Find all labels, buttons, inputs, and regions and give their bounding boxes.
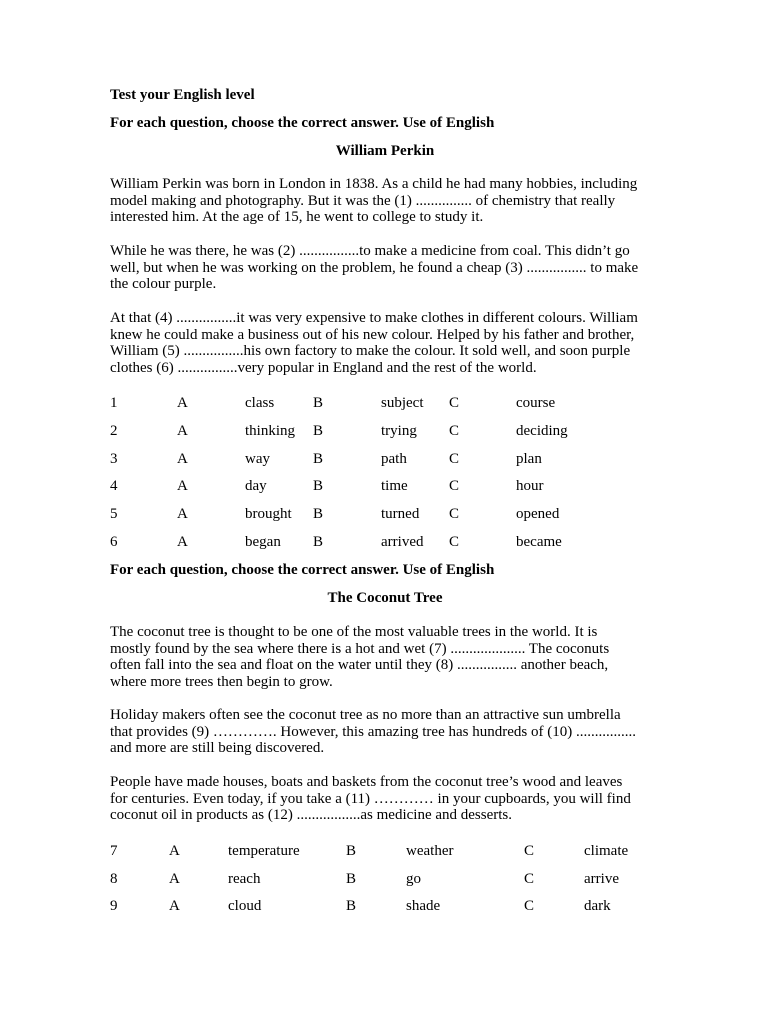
- text-line: coconut oil in products as (12) .................as medicine and desserts.: [110, 807, 512, 824]
- text-line: often fall into the sea and float on the water until they (8) ................ another beach,: [110, 657, 609, 674]
- option-a-word: cloud: [228, 898, 262, 914]
- option-a-letter: A: [169, 898, 180, 914]
- option-a-word: way: [245, 451, 270, 467]
- section2-paragraph-1: [110, 624, 662, 691]
- text-line: People have made houses, boats and baskets from the coconut tree’s wood and leaves: [110, 774, 623, 790]
- option-b-word: subject: [381, 395, 424, 411]
- option-b-word: time: [381, 478, 408, 494]
- text-line: model making and photography. But it was the (1) ............... of chemistry that really: [110, 192, 616, 209]
- option-c-letter: C: [524, 898, 535, 914]
- option-b-letter: B: [346, 843, 357, 859]
- option-c-word: deciding: [516, 423, 568, 439]
- option-c-word: opened: [516, 506, 560, 522]
- option-b-word: path: [381, 451, 407, 467]
- section1-instruction: For each question, choose the correct answer. Use of English: [110, 115, 495, 131]
- option-c-word: hour: [516, 478, 544, 494]
- option-b-word: go: [406, 871, 421, 887]
- question-number: 8: [110, 871, 118, 887]
- option-a-word: class: [245, 395, 275, 411]
- page-heading: Test your English level: [110, 87, 255, 103]
- section2-paragraph-3: [110, 774, 662, 824]
- section1-paragraph-3: [110, 310, 662, 377]
- question-row: [110, 898, 670, 916]
- option-a-letter: A: [169, 843, 180, 859]
- question-row: [110, 871, 670, 889]
- question-row: [110, 451, 670, 469]
- option-a-letter: A: [177, 395, 188, 411]
- option-b-word: weather: [406, 843, 454, 859]
- section2-instruction: For each question, choose the correct answer. Use of English: [110, 562, 495, 578]
- option-b-letter: B: [313, 534, 324, 550]
- option-b-word: turned: [381, 506, 420, 522]
- option-b-letter: B: [313, 506, 324, 522]
- option-b-word: arrived: [381, 534, 424, 550]
- option-c-letter: C: [449, 423, 460, 439]
- option-a-word: temperature: [228, 843, 300, 859]
- option-c-letter: C: [449, 451, 460, 467]
- question-number: 4: [110, 478, 118, 494]
- option-c-word: arrive: [584, 871, 619, 887]
- option-c-word: plan: [516, 451, 542, 467]
- option-c-word: became: [516, 534, 562, 550]
- option-a-letter: A: [177, 451, 188, 467]
- option-c-letter: C: [524, 871, 535, 887]
- option-a-letter: A: [177, 534, 188, 550]
- option-a-word: brought: [245, 506, 292, 522]
- section1-paragraph-1: [110, 176, 662, 226]
- option-b-letter: B: [346, 898, 357, 914]
- option-a-letter: A: [169, 871, 180, 887]
- option-a-word: reach: [228, 871, 261, 887]
- option-c-word: dark: [584, 898, 611, 914]
- text-line: and more are still being discovered.: [110, 740, 325, 757]
- question-row: [110, 534, 670, 552]
- option-b-letter: B: [313, 478, 324, 494]
- option-a-word: day: [245, 478, 267, 494]
- option-b-letter: B: [313, 395, 324, 411]
- option-c-letter: C: [449, 534, 460, 550]
- section2-title: The Coconut Tree: [327, 590, 443, 606]
- text-line: While he was there, he was (2) ................to make a medicine from coal. This didn’t go: [110, 243, 630, 259]
- text-line: for centuries. Even today, if you take a (11) ………… in your cupboards, you will find: [110, 790, 631, 807]
- text-line: where more trees then begin to grow.: [110, 674, 333, 691]
- option-c-word: climate: [584, 843, 629, 859]
- question-row: [110, 843, 670, 861]
- option-c-letter: C: [449, 478, 460, 494]
- text-line: William (5) ................his own factory to make the colour. It sold well, and soon purple: [110, 343, 631, 360]
- question-number: 7: [110, 843, 118, 859]
- text-line: clothes (6) ................very popular in England and the rest of the world.: [110, 360, 537, 377]
- text-line: knew he could make a business out of his new colour. Helped by his father and brother,: [110, 326, 635, 343]
- option-a-word: began: [245, 534, 281, 550]
- text-line: that provides (9) …………. However, this amazing tree has hundreds of (10) ................: [110, 723, 636, 740]
- option-a-word: thinking: [245, 423, 296, 439]
- text-line: interested him. At the age of 15, he went to college to study it.: [110, 209, 484, 226]
- option-c-letter: C: [449, 395, 460, 411]
- question-row: [110, 478, 670, 496]
- option-a-letter: A: [177, 506, 188, 522]
- text-line: well, but when he was working on the problem, he found a cheap (3) ................ to make: [110, 259, 639, 276]
- text-line: At that (4) ................it was very expensive to make clothes in different colours. William: [110, 310, 638, 326]
- question-number: 5: [110, 506, 118, 522]
- option-b-letter: B: [346, 871, 357, 887]
- question-number: 3: [110, 451, 118, 467]
- question-number: 2: [110, 423, 118, 439]
- option-c-letter: C: [449, 506, 460, 522]
- question-row: [110, 423, 670, 441]
- option-c-word: course: [516, 395, 556, 411]
- question-row: [110, 506, 670, 524]
- question-number: 6: [110, 534, 118, 550]
- question-row: [110, 395, 670, 413]
- text-line: William Perkin was born in London in 1838. As a child he had many hobbies, including: [110, 176, 638, 192]
- question-number: 9: [110, 898, 118, 914]
- text-line: mostly found by the sea where there is a hot and wet (7) .................... The coconuts: [110, 640, 610, 657]
- option-b-letter: B: [313, 451, 324, 467]
- question-number: 1: [110, 395, 118, 411]
- section1-paragraph-2: [110, 243, 662, 293]
- text-line: the colour purple.: [110, 276, 217, 293]
- section2-paragraph-2: [110, 707, 662, 757]
- option-b-word: trying: [381, 423, 417, 439]
- text-line: Holiday makers often see the coconut tree as no more than an attractive sun umbrella: [110, 707, 621, 723]
- option-b-word: shade: [406, 898, 441, 914]
- option-b-letter: B: [313, 423, 324, 439]
- text-line: The coconut tree is thought to be one of the most valuable trees in the world. It is: [110, 624, 598, 640]
- option-a-letter: A: [177, 423, 188, 439]
- section1-title: William Perkin: [335, 143, 435, 159]
- option-c-letter: C: [524, 843, 535, 859]
- option-a-letter: A: [177, 478, 188, 494]
